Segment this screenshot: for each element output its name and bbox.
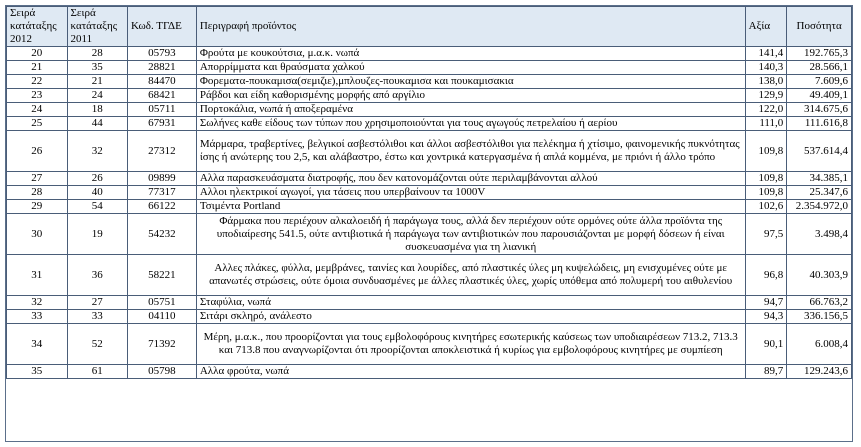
cell-value: 90,1	[745, 324, 787, 365]
cell-rank-2011: 54	[67, 200, 128, 214]
cell-value: 102,6	[745, 200, 787, 214]
cell-rank-2011: 61	[67, 365, 128, 379]
cell-rank-2011: 28	[67, 47, 128, 61]
cell-rank-2012: 23	[7, 89, 68, 103]
cell-code: 04110	[128, 310, 197, 324]
table-row	[7, 131, 852, 172]
cell-code: 68421	[128, 89, 197, 103]
cell-rank-2012: 35	[7, 365, 68, 379]
cell-rank-2011: 27	[67, 296, 128, 310]
cell-code: 05751	[128, 296, 197, 310]
cell-value: 109,8	[745, 131, 787, 172]
product-ranking-table	[6, 6, 852, 379]
cell-code: 27312	[128, 131, 197, 172]
header-code: Κωδ. ΤΓΔΕ	[128, 7, 197, 47]
cell-description: Σιτάρι σκληρό, ανάλεστο	[196, 310, 745, 324]
cell-rank-2012: 28	[7, 186, 68, 200]
cell-quantity: 25.347,6	[787, 186, 852, 200]
cell-rank-2011: 44	[67, 117, 128, 131]
cell-rank-2012: 22	[7, 75, 68, 89]
cell-code: 67931	[128, 117, 197, 131]
product-ranking-table-container	[5, 5, 853, 442]
cell-code: 05793	[128, 47, 197, 61]
header-rank-2011: Σειρά κατάταξης 2011	[67, 7, 128, 47]
cell-quantity: 314.675,6	[787, 103, 852, 117]
table-row	[7, 255, 852, 296]
table-row	[7, 117, 852, 131]
cell-quantity: 34.385,1	[787, 172, 852, 186]
cell-value: 138,0	[745, 75, 787, 89]
cell-quantity: 49.409,1	[787, 89, 852, 103]
cell-description: Φορεματα-πουκαμισα(σεμιζιε),μπλουζες-πουκαμισα και πουκαμισακια	[196, 75, 745, 89]
cell-value: 140,3	[745, 61, 787, 75]
cell-rank-2011: 24	[67, 89, 128, 103]
table-row	[7, 61, 852, 75]
cell-description: Αλλοι ηλεκτρικοί αγωγοί, για τάσεις που υπερβαίνουν τα 1000V	[196, 186, 745, 200]
table-row	[7, 200, 852, 214]
cell-value: 129,9	[745, 89, 787, 103]
cell-rank-2011: 26	[67, 172, 128, 186]
cell-code: 54232	[128, 214, 197, 255]
cell-description: Πορτοκάλια, νωπά ή αποξεραμένα	[196, 103, 745, 117]
cell-rank-2012: 24	[7, 103, 68, 117]
table-row	[7, 172, 852, 186]
cell-code: 84470	[128, 75, 197, 89]
cell-quantity: 129.243,6	[787, 365, 852, 379]
cell-rank-2011: 40	[67, 186, 128, 200]
table-row	[7, 365, 852, 379]
cell-quantity: 537.614,4	[787, 131, 852, 172]
cell-rank-2011: 33	[67, 310, 128, 324]
cell-description: Ράβδοι και είδη καθορισμένης μορφής από αργίλιο	[196, 89, 745, 103]
cell-value: 141,4	[745, 47, 787, 61]
cell-rank-2012: 21	[7, 61, 68, 75]
cell-rank-2012: 33	[7, 310, 68, 324]
cell-description: Μάρμαρα, τραβερτίνες, βελγικοί ασβεστόλιθοι και άλλοι ασβεστόλιθοι για πελέκημα ή χτίσιμο, φαινομενικής πυκνότητας ίσης ή ανώτερης του 2,5, και αλάβαστρο, έστω και χοντρικά κατεργασμένα ή απλά κομμένα, με πριόνι ή άλλο τρόπο	[196, 131, 745, 172]
cell-rank-2012: 29	[7, 200, 68, 214]
cell-value: 94,3	[745, 310, 787, 324]
cell-rank-2012: 26	[7, 131, 68, 172]
header-quantity: Ποσότητα	[787, 7, 852, 47]
cell-rank-2012: 34	[7, 324, 68, 365]
table-row	[7, 310, 852, 324]
cell-code: 71392	[128, 324, 197, 365]
cell-quantity: 192.765,3	[787, 47, 852, 61]
cell-quantity: 40.303,9	[787, 255, 852, 296]
cell-description: Τσιμέντα Portland	[196, 200, 745, 214]
cell-rank-2011: 36	[67, 255, 128, 296]
cell-rank-2012: 31	[7, 255, 68, 296]
cell-code: 28821	[128, 61, 197, 75]
cell-quantity: 2.354.972,0	[787, 200, 852, 214]
table-row	[7, 75, 852, 89]
cell-code: 05798	[128, 365, 197, 379]
cell-value: 97,5	[745, 214, 787, 255]
cell-value: 89,7	[745, 365, 787, 379]
cell-quantity: 66.763,2	[787, 296, 852, 310]
cell-description: Αλλα φρούτα, νωπά	[196, 365, 745, 379]
cell-quantity: 6.008,4	[787, 324, 852, 365]
cell-rank-2011: 35	[67, 61, 128, 75]
cell-quantity: 111.616,8	[787, 117, 852, 131]
cell-quantity: 28.566,1	[787, 61, 852, 75]
cell-description: Αλλα παρασκευάσματα διατροφής, που δεν κατονομάζονται ούτε περιλαμβάνονται αλλού	[196, 172, 745, 186]
cell-description: Φρούτα με κουκούτσια, μ.α.κ. νωπά	[196, 47, 745, 61]
table-row	[7, 296, 852, 310]
cell-value: 109,8	[745, 186, 787, 200]
cell-code: 58221	[128, 255, 197, 296]
cell-rank-2012: 27	[7, 172, 68, 186]
cell-quantity: 7.609,6	[787, 75, 852, 89]
cell-rank-2012: 30	[7, 214, 68, 255]
cell-rank-2012: 25	[7, 117, 68, 131]
header-row	[7, 7, 852, 47]
cell-rank-2011: 21	[67, 75, 128, 89]
cell-description: Αλλες πλάκες, φύλλα, μεμβράνες, ταινίες και λουρίδες, από πλαστικές ύλες μη κυψελώδεις, μη ενισχυμένες ούτε με απανωτές στρώσεις, ούτε όμοια συνδυασμένες με άλλες πλαστικές ύλες, χωρίς υπόθεμα από πολυμερή του αιθυλενίου	[196, 255, 745, 296]
cell-value: 111,0	[745, 117, 787, 131]
table-row	[7, 324, 852, 365]
cell-rank-2011: 52	[67, 324, 128, 365]
header-rank-2012: Σειρά κατάταξης 2012	[7, 7, 68, 47]
cell-value: 122,0	[745, 103, 787, 117]
header-description: Περιγραφή προϊόντος	[196, 7, 745, 47]
cell-rank-2011: 32	[67, 131, 128, 172]
cell-quantity: 336.156,5	[787, 310, 852, 324]
cell-description: Απορρίμματα και θραύσματα χαλκού	[196, 61, 745, 75]
cell-rank-2011: 19	[67, 214, 128, 255]
cell-code: 77317	[128, 186, 197, 200]
cell-value: 96,8	[745, 255, 787, 296]
cell-description: Φάρμακα που περιέχουν αλκαλοειδή ή παράγωγα τους, αλλά δεν περιέχουν ούτε ορμόνες ούτε άλλα προϊόντα της υποδιαίρεσης 541.5, ούτε αντιβιοτικά ή παράγωγα των αντιβιοτικών που παρουσιάζονται με μορφή δόσεων ή είναι συσκευασμένα για τη λιανική	[196, 214, 745, 255]
cell-rank-2011: 18	[67, 103, 128, 117]
cell-description: Σταφύλια, νωπά	[196, 296, 745, 310]
cell-rank-2012: 20	[7, 47, 68, 61]
table-row	[7, 89, 852, 103]
table-row	[7, 103, 852, 117]
cell-quantity: 3.498,4	[787, 214, 852, 255]
table-row	[7, 214, 852, 255]
cell-rank-2012: 32	[7, 296, 68, 310]
cell-description: Μέρη, μ.α.κ., που προορίζονται για τους εμβολοφόρους κινητήρες εσωτερικής καύσεως των υποδιαιρέσεων 713.2, 713.3 και 713.8 που αναγνωρίζονται ότι προορίζονται αποκλειστικά ή κυρίως για εμβολοφόρους κινητήρες με συμπίεση	[196, 324, 745, 365]
table-row	[7, 186, 852, 200]
cell-code: 05711	[128, 103, 197, 117]
header-value: Αξία	[745, 7, 787, 47]
cell-value: 94,7	[745, 296, 787, 310]
cell-value: 109,8	[745, 172, 787, 186]
table-row	[7, 47, 852, 61]
cell-description: Σωλήνες καθε είδους των τύπων που χρησιμοποιούνται για τους αγωγούς πετρελαίου ή αερίου	[196, 117, 745, 131]
cell-code: 66122	[128, 200, 197, 214]
cell-code: 09899	[128, 172, 197, 186]
